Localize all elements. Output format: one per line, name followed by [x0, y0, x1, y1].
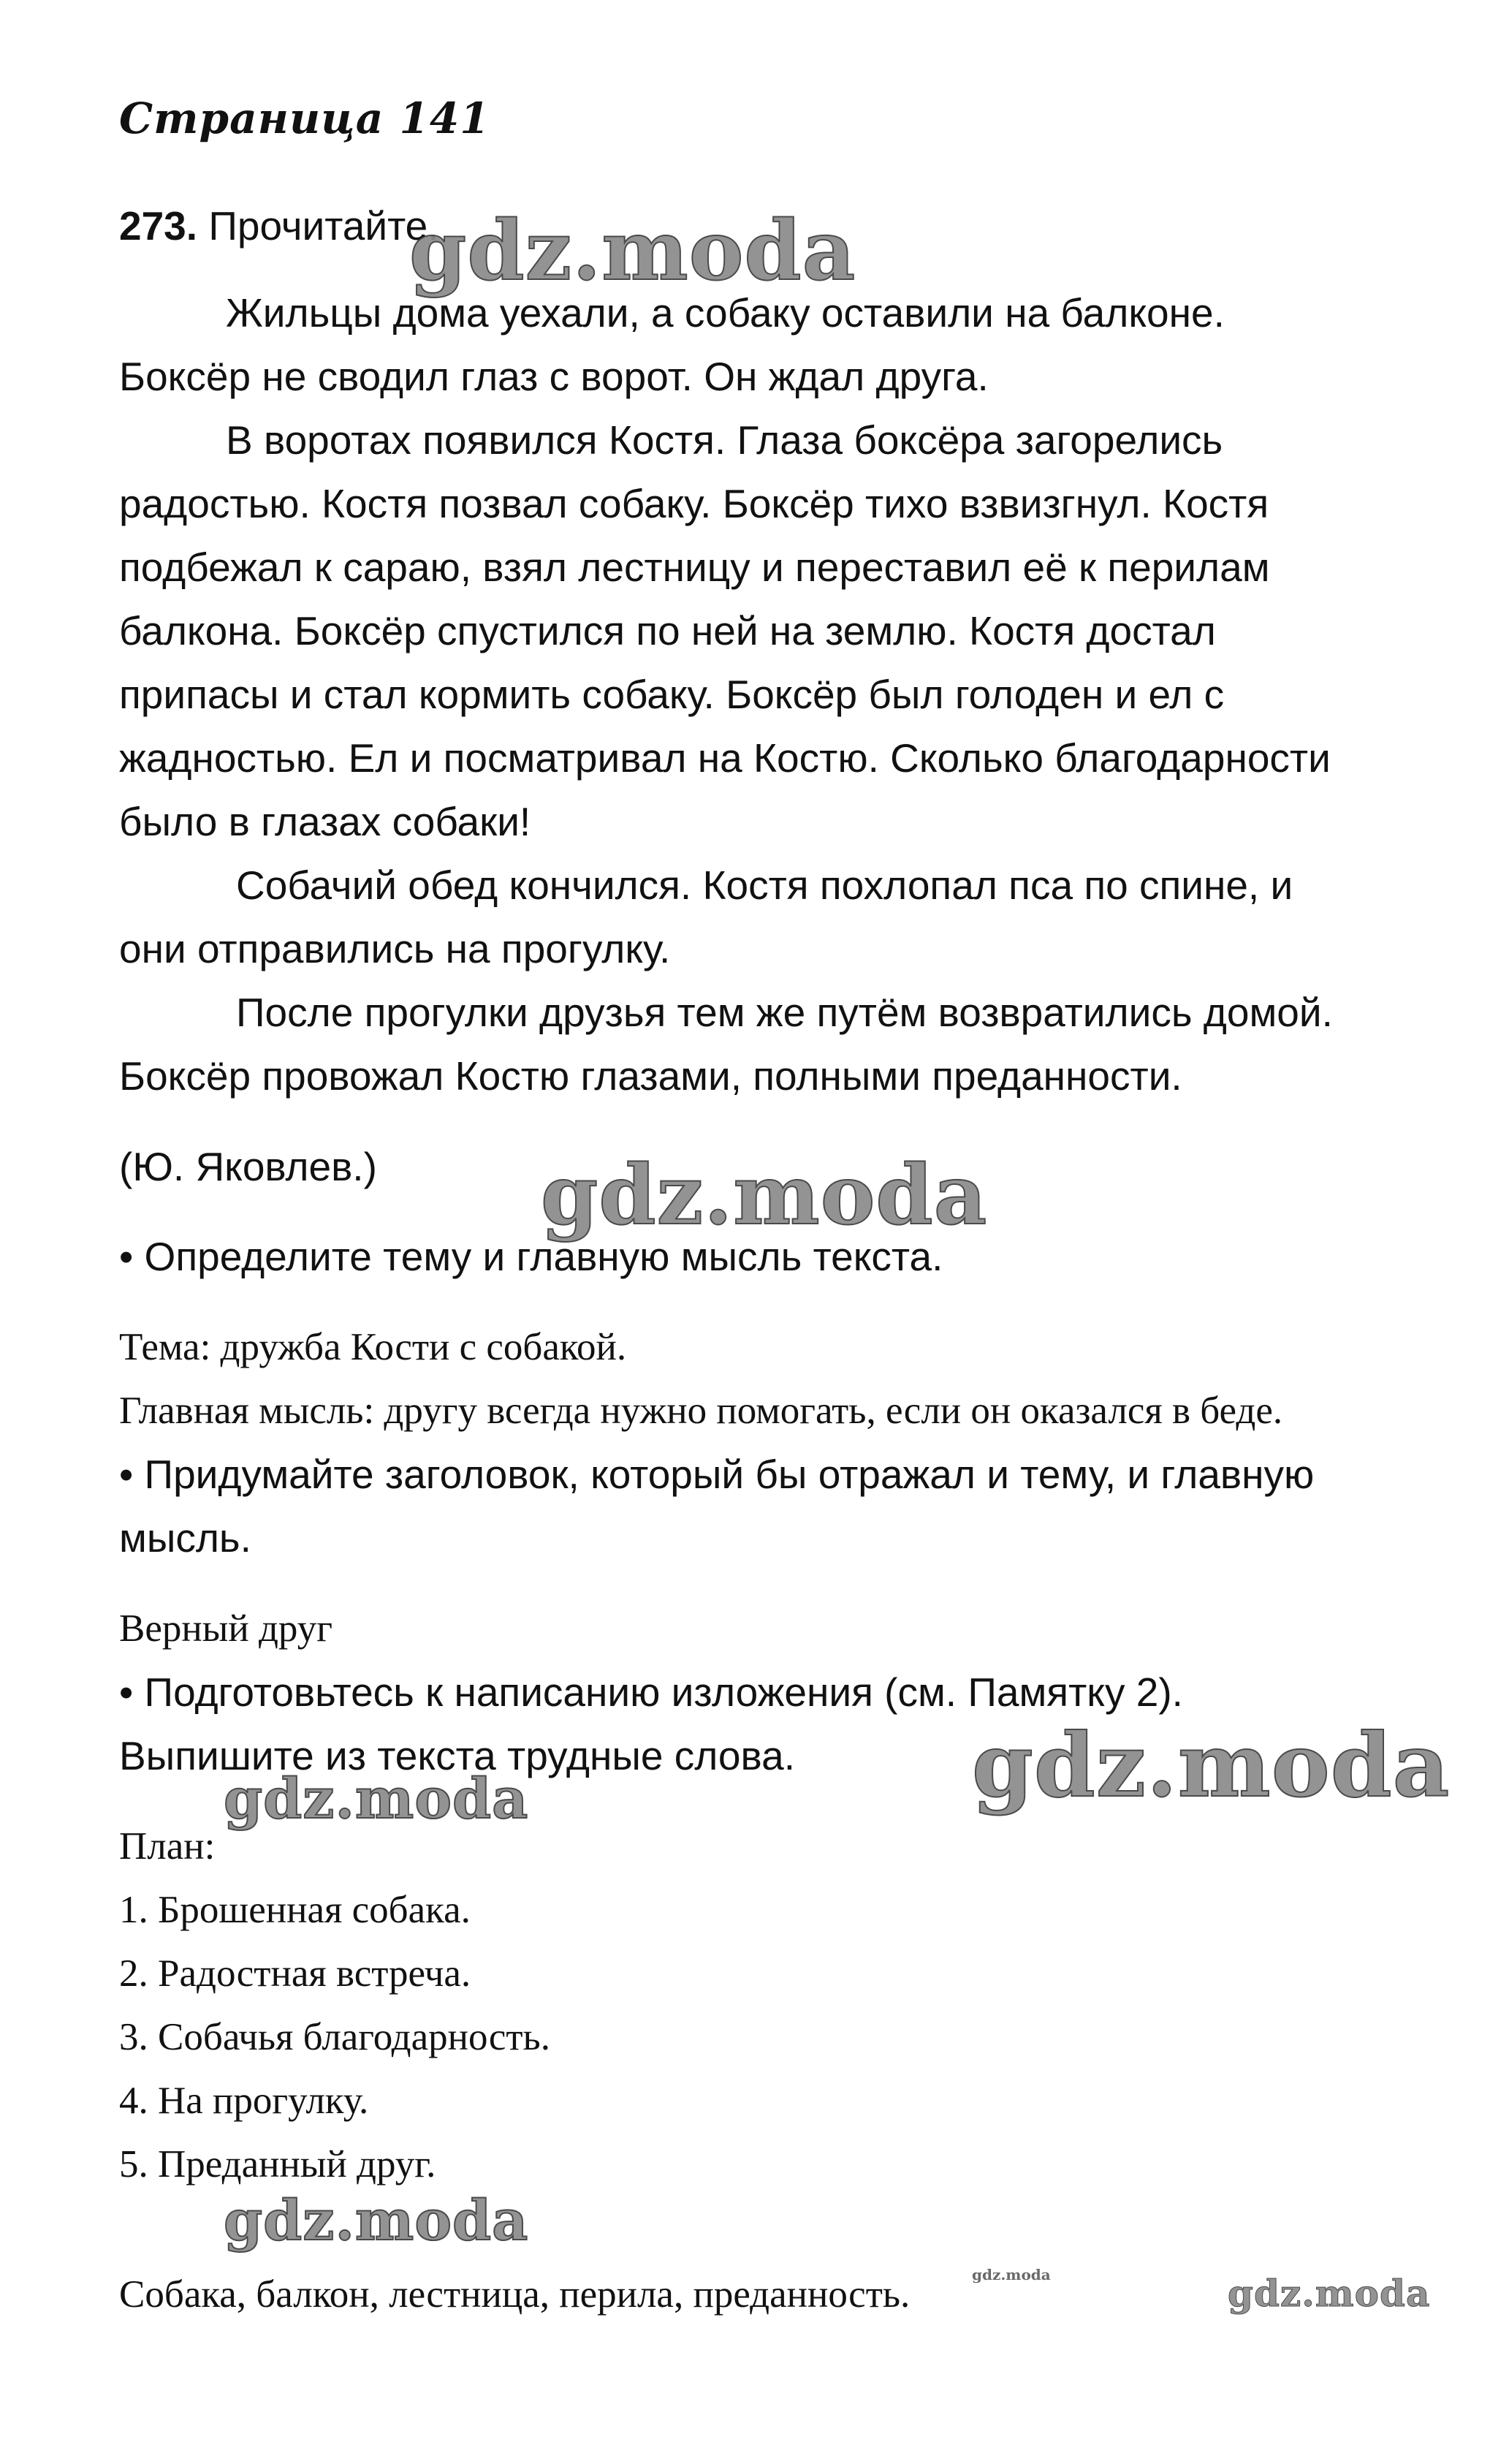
- watermark-7: gdz.moda: [972, 2266, 1051, 2283]
- answer-main-idea: Главная мысль: другу всегда нужно помогать, если он оказался в беде.: [119, 1390, 1283, 1432]
- page-title: Страница 141: [119, 94, 490, 143]
- answer-title: Верный друг: [119, 1607, 332, 1650]
- task-title-line-2: мысль.: [119, 1515, 251, 1561]
- text-line-3: В воротах появился Костя. Глаза боксёра загорелись: [226, 417, 1223, 463]
- watermark-3: gdz.moda: [972, 1714, 1451, 1817]
- plan-item-1: 1. Брошенная собака.: [119, 1889, 471, 1931]
- watermark-6: gdz.moda: [1228, 2272, 1431, 2315]
- text-line-6: балкона. Боксёр спустился по ней на землю. Костя достал: [119, 608, 1216, 653]
- task-theme-idea: • Определите тему и главную мысль текста.: [119, 1234, 943, 1279]
- task-prepare-line-1: • Подготовьтесь к написанию изложения (см. Памятку 2).: [119, 1669, 1183, 1715]
- exercise-instruction: Прочитайте.: [208, 203, 439, 249]
- watermark-2: gdz.moda: [541, 1148, 988, 1243]
- author: (Ю. Яковлев.): [119, 1144, 377, 1189]
- watermark-5: gdz.moda: [224, 2188, 529, 2253]
- plan-label: План:: [119, 1825, 216, 1868]
- plan-item-4: 4. На прогулку.: [119, 2080, 369, 2122]
- hard-words: Собака, балкон, лестница, перила, преданность.: [119, 2273, 911, 2316]
- task-title-line-1: • Придумайте заголовок, который бы отражал и тему, и главную: [119, 1452, 1315, 1497]
- watermark-4: gdz.moda: [224, 1766, 529, 1831]
- text-line-2: Боксёр не сводил глаз с ворот. Он ждал друга.: [119, 354, 989, 399]
- answer-theme: Тема: дружба Кости с собакой.: [119, 1326, 627, 1368]
- text-line-5: подбежал к сараю, взял лестницу и переставил её к перилам: [119, 545, 1270, 590]
- task-prepare-line-2: Выпишите из текста трудные слова.: [119, 1733, 795, 1778]
- text-line-8: жадностью. Ел и посматривал на Костю. Сколько благодарности: [119, 735, 1331, 781]
- exercise-number: 273.: [119, 203, 198, 249]
- text-line-4: радостью. Костя позвал собаку. Боксёр тихо взвизгнул. Костя: [119, 481, 1269, 526]
- text-line-12: После прогулки друзья тем же путём возвратились домой.: [236, 990, 1333, 1035]
- plan-item-2: 2. Радостная встреча.: [119, 1952, 471, 1995]
- text-line-1: Жильцы дома уехали, а собаку оставили на балконе.: [226, 290, 1225, 336]
- text-line-10: Собачий обед кончился. Костя похлопал пса по спине, и: [236, 863, 1293, 908]
- watermark-1: gdz.moda: [409, 203, 856, 299]
- text-line-9: было в глазах собаки!: [119, 799, 531, 844]
- text-line-13: Боксёр провожал Костю глазами, полными преданности.: [119, 1053, 1182, 1099]
- exercise-header: [119, 194, 439, 258]
- text-line-7: припасы и стал кормить собаку. Боксёр был голоден и ел с: [119, 672, 1225, 717]
- plan-item-3: 3. Собачья благодарность.: [119, 2016, 550, 2058]
- text-line-11: они отправились на прогулку.: [119, 926, 671, 971]
- plan-item-5: 5. Преданный друг.: [119, 2143, 436, 2186]
